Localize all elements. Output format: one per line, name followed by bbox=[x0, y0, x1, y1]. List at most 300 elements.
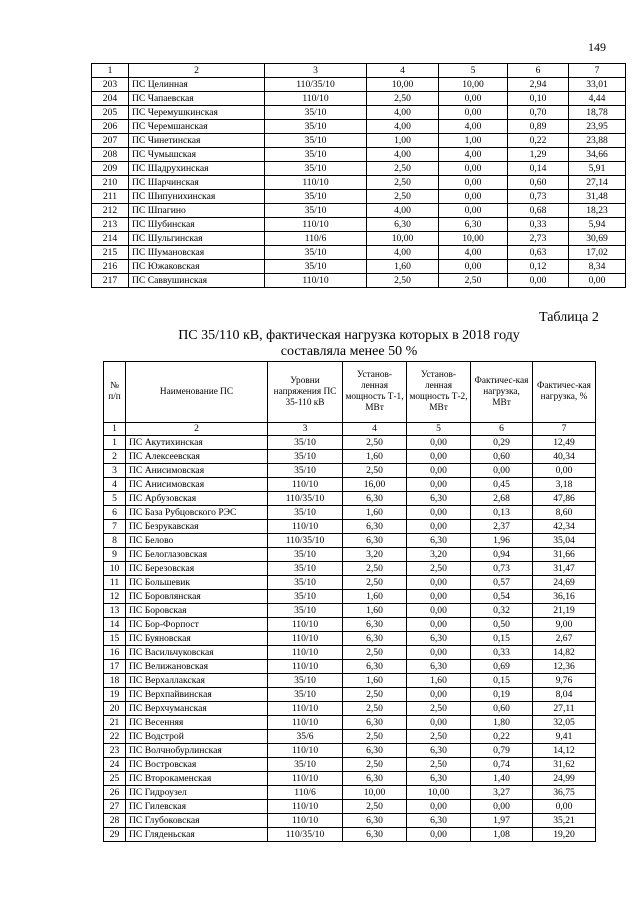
capacity-t2: 4,00 bbox=[439, 148, 508, 162]
row-number: 20 bbox=[104, 702, 126, 716]
capacity-t1: 6,30 bbox=[343, 716, 407, 730]
capacity-t1: 6,30 bbox=[343, 520, 407, 534]
substation-name: ПС Чапаевская bbox=[129, 92, 265, 106]
column-header: № п/п bbox=[104, 362, 126, 423]
table-row bbox=[104, 590, 596, 604]
voltage-levels: 110/10 bbox=[268, 618, 343, 632]
actual-load-percent: 18,23 bbox=[569, 204, 626, 218]
actual-load-mw: 0,69 bbox=[471, 660, 533, 674]
table-number-label: Таблица 2 bbox=[539, 310, 599, 325]
page-number: 149 bbox=[588, 40, 606, 54]
substation-name: ПС Шульгинская bbox=[129, 232, 265, 246]
capacity-t1: 1,60 bbox=[367, 260, 439, 274]
capacity-t2: 6,30 bbox=[407, 660, 471, 674]
row-number: 14 bbox=[104, 618, 126, 632]
actual-load-mw: 0,60 bbox=[471, 702, 533, 716]
row-number: 7 bbox=[104, 520, 126, 534]
capacity-t2: 10,00 bbox=[439, 78, 508, 92]
table-row bbox=[104, 744, 596, 758]
substation-name: ПС Саввушинская bbox=[129, 274, 265, 288]
column-number: 7 bbox=[533, 423, 596, 436]
actual-load-percent: 8,04 bbox=[533, 688, 596, 702]
table-row bbox=[92, 120, 626, 134]
actual-load-mw: 0,15 bbox=[471, 632, 533, 646]
capacity-t1: 1,60 bbox=[343, 506, 407, 520]
capacity-t2: 6,30 bbox=[407, 534, 471, 548]
voltage-levels: 110/35/10 bbox=[268, 828, 343, 842]
voltage-levels: 35/10 bbox=[265, 246, 367, 260]
substation-name: ПС Черемушкинская bbox=[129, 106, 265, 120]
column-number: 1 bbox=[104, 423, 126, 436]
capacity-t2: 0,00 bbox=[407, 618, 471, 632]
substation-table-continued bbox=[91, 63, 626, 288]
substation-name: ПС Гидроузел bbox=[126, 786, 268, 800]
actual-load-percent: 42,34 bbox=[533, 520, 596, 534]
row-number: 25 bbox=[104, 772, 126, 786]
substation-name: ПС Белово bbox=[126, 534, 268, 548]
capacity-t2: 10,00 bbox=[407, 786, 471, 800]
capacity-t1: 6,30 bbox=[343, 828, 407, 842]
actual-load-mw: 0,68 bbox=[508, 204, 569, 218]
row-number: 16 bbox=[104, 646, 126, 660]
actual-load-percent: 18,78 bbox=[569, 106, 626, 120]
actual-load-percent: 21,19 bbox=[533, 604, 596, 618]
capacity-t1: 6,30 bbox=[343, 632, 407, 646]
actual-load-percent: 8,60 bbox=[533, 506, 596, 520]
voltage-levels: 110/10 bbox=[265, 218, 367, 232]
table-row bbox=[104, 520, 596, 534]
actual-load-mw: 0,00 bbox=[471, 464, 533, 478]
actual-load-mw: 0,50 bbox=[471, 618, 533, 632]
voltage-levels: 35/10 bbox=[268, 506, 343, 520]
table-row bbox=[92, 92, 626, 106]
actual-load-percent: 24,99 bbox=[533, 772, 596, 786]
capacity-t2: 0,00 bbox=[407, 688, 471, 702]
row-number: 17 bbox=[104, 660, 126, 674]
actual-load-percent: 23,95 bbox=[569, 120, 626, 134]
capacity-t1: 3,20 bbox=[343, 548, 407, 562]
capacity-t2: 0,00 bbox=[407, 828, 471, 842]
capacity-t2: 0,00 bbox=[407, 520, 471, 534]
actual-load-mw: 0,89 bbox=[508, 120, 569, 134]
substation-name: ПС Шадрухинская bbox=[129, 162, 265, 176]
capacity-t1: 4,00 bbox=[367, 246, 439, 260]
table-row bbox=[92, 190, 626, 204]
actual-load-percent: 36,16 bbox=[533, 590, 596, 604]
substation-name: ПС Шпагино bbox=[129, 204, 265, 218]
actual-load-percent: 31,47 bbox=[533, 562, 596, 576]
capacity-t1: 10,00 bbox=[367, 78, 439, 92]
substation-name: ПС Березовская bbox=[126, 562, 268, 576]
table-row bbox=[104, 814, 596, 828]
voltage-levels: 35/10 bbox=[268, 688, 343, 702]
row-number: 24 bbox=[104, 758, 126, 772]
voltage-levels: 110/10 bbox=[268, 660, 343, 674]
voltage-levels: 110/35/10 bbox=[268, 492, 343, 506]
row-number: 203 bbox=[92, 78, 129, 92]
table-row bbox=[104, 828, 596, 842]
column-number: 1 bbox=[92, 64, 129, 78]
actual-load-mw: 1,40 bbox=[471, 772, 533, 786]
table-row bbox=[104, 758, 596, 772]
column-header: Фактичес-кая нагрузка, МВт bbox=[471, 362, 533, 423]
capacity-t1: 1,60 bbox=[343, 450, 407, 464]
voltage-levels: 35/10 bbox=[268, 590, 343, 604]
row-number: 207 bbox=[92, 134, 129, 148]
table-row bbox=[104, 674, 596, 688]
substation-name: ПС Безрукавская bbox=[126, 520, 268, 534]
row-number: 18 bbox=[104, 674, 126, 688]
table-row bbox=[104, 646, 596, 660]
voltage-levels: 35/10 bbox=[268, 464, 343, 478]
table-row bbox=[104, 562, 596, 576]
capacity-t2: 0,00 bbox=[407, 576, 471, 590]
actual-load-mw: 0,33 bbox=[471, 646, 533, 660]
voltage-levels: 35/10 bbox=[265, 134, 367, 148]
row-number: 214 bbox=[92, 232, 129, 246]
voltage-levels: 35/10 bbox=[265, 260, 367, 274]
actual-load-mw: 3,27 bbox=[471, 786, 533, 800]
capacity-t2: 4,00 bbox=[439, 120, 508, 134]
capacity-t1: 2,50 bbox=[367, 162, 439, 176]
column-number: 6 bbox=[471, 423, 533, 436]
capacity-t1: 2,50 bbox=[367, 176, 439, 190]
actual-load-percent: 5,94 bbox=[569, 218, 626, 232]
table-row bbox=[104, 786, 596, 800]
row-number: 212 bbox=[92, 204, 129, 218]
capacity-t2: 0,00 bbox=[439, 260, 508, 274]
voltage-levels: 110/10 bbox=[268, 800, 343, 814]
voltage-levels: 35/10 bbox=[268, 450, 343, 464]
actual-load-percent: 27,14 bbox=[569, 176, 626, 190]
actual-load-mw: 0,00 bbox=[508, 274, 569, 288]
voltage-levels: 35/10 bbox=[265, 190, 367, 204]
capacity-t1: 10,00 bbox=[367, 232, 439, 246]
table-row bbox=[104, 478, 596, 492]
capacity-t2: 0,00 bbox=[439, 106, 508, 120]
substation-name: ПС Велижановская bbox=[126, 660, 268, 674]
capacity-t2: 0,00 bbox=[439, 176, 508, 190]
capacity-t1: 2,50 bbox=[343, 800, 407, 814]
actual-load-percent: 35,21 bbox=[533, 814, 596, 828]
table-title bbox=[103, 328, 595, 360]
row-number: 1 bbox=[104, 436, 126, 450]
capacity-t1: 2,50 bbox=[367, 274, 439, 288]
capacity-t2: 0,00 bbox=[407, 646, 471, 660]
table-row bbox=[104, 660, 596, 674]
table-row bbox=[104, 772, 596, 786]
voltage-levels: 110/10 bbox=[268, 772, 343, 786]
capacity-t2: 0,00 bbox=[407, 590, 471, 604]
capacity-t1: 2,50 bbox=[343, 646, 407, 660]
actual-load-percent: 31,48 bbox=[569, 190, 626, 204]
capacity-t1: 4,00 bbox=[367, 204, 439, 218]
actual-load-percent: 5,91 bbox=[569, 162, 626, 176]
row-number: 206 bbox=[92, 120, 129, 134]
table-row bbox=[92, 246, 626, 260]
capacity-t1: 4,00 bbox=[367, 106, 439, 120]
voltage-levels: 35/10 bbox=[268, 758, 343, 772]
actual-load-percent: 34,66 bbox=[569, 148, 626, 162]
table-row bbox=[104, 716, 596, 730]
substation-name: ПС Белоглазовская bbox=[126, 548, 268, 562]
substation-name: ПС Анисимовская bbox=[126, 478, 268, 492]
capacity-t1: 2,50 bbox=[343, 758, 407, 772]
actual-load-percent: 12,36 bbox=[533, 660, 596, 674]
row-number: 210 bbox=[92, 176, 129, 190]
actual-load-mw: 0,13 bbox=[471, 506, 533, 520]
row-number: 211 bbox=[92, 190, 129, 204]
actual-load-mw: 0,33 bbox=[508, 218, 569, 232]
table-row bbox=[104, 464, 596, 478]
row-number: 4 bbox=[104, 478, 126, 492]
capacity-t2: 0,00 bbox=[439, 204, 508, 218]
substation-name: ПС Гилевская bbox=[126, 800, 268, 814]
actual-load-percent: 2,67 bbox=[533, 632, 596, 646]
actual-load-mw: 1,96 bbox=[471, 534, 533, 548]
substation-name: ПС Гляденьская bbox=[126, 828, 268, 842]
capacity-t2: 6,30 bbox=[407, 744, 471, 758]
substation-name: ПС Анисимовская bbox=[126, 464, 268, 478]
actual-load-mw: 0,29 bbox=[471, 436, 533, 450]
actual-load-mw: 0,15 bbox=[471, 674, 533, 688]
row-number: 9 bbox=[104, 548, 126, 562]
row-number: 29 bbox=[104, 828, 126, 842]
substation-name: ПС Арбузовская bbox=[126, 492, 268, 506]
actual-load-mw: 0,14 bbox=[508, 162, 569, 176]
table-row bbox=[104, 548, 596, 562]
actual-load-mw: 1,97 bbox=[471, 814, 533, 828]
capacity-t1: 6,30 bbox=[367, 218, 439, 232]
capacity-t1: 2,50 bbox=[343, 464, 407, 478]
row-number: 2 bbox=[104, 450, 126, 464]
substation-name: ПС Акутихинская bbox=[126, 436, 268, 450]
voltage-levels: 110/35/10 bbox=[265, 78, 367, 92]
substation-name: ПС Боровская bbox=[126, 604, 268, 618]
row-number: 6 bbox=[104, 506, 126, 520]
table-title-line-2: составляла менее 50 % bbox=[280, 344, 418, 359]
table-row bbox=[92, 218, 626, 232]
actual-load-percent: 14,12 bbox=[533, 744, 596, 758]
capacity-t1: 6,30 bbox=[343, 744, 407, 758]
substation-name: ПС Второкаменская bbox=[126, 772, 268, 786]
actual-load-mw: 1,08 bbox=[471, 828, 533, 842]
voltage-levels: 35/10 bbox=[268, 674, 343, 688]
table-row bbox=[104, 506, 596, 520]
substation-name: ПС Верхпайвинская bbox=[126, 688, 268, 702]
table-row bbox=[104, 576, 596, 590]
capacity-t2: 2,50 bbox=[407, 562, 471, 576]
row-number: 209 bbox=[92, 162, 129, 176]
capacity-t1: 1,60 bbox=[343, 590, 407, 604]
capacity-t1: 2,50 bbox=[343, 576, 407, 590]
actual-load-mw: 1,80 bbox=[471, 716, 533, 730]
voltage-levels: 110/10 bbox=[268, 702, 343, 716]
table-row bbox=[92, 176, 626, 190]
row-number: 215 bbox=[92, 246, 129, 260]
row-number: 208 bbox=[92, 148, 129, 162]
column-header: Наименование ПС bbox=[126, 362, 268, 423]
voltage-levels: 35/6 bbox=[268, 730, 343, 744]
capacity-t1: 2,50 bbox=[343, 688, 407, 702]
capacity-t1: 10,00 bbox=[343, 786, 407, 800]
actual-load-mw: 1,29 bbox=[508, 148, 569, 162]
voltage-levels: 35/10 bbox=[265, 148, 367, 162]
actual-load-mw: 0,57 bbox=[471, 576, 533, 590]
substation-name: ПС Боровлянская bbox=[126, 590, 268, 604]
column-header: Уровни напряжения ПС 35-110 кВ bbox=[268, 362, 343, 423]
voltage-levels: 35/10 bbox=[268, 604, 343, 618]
actual-load-percent: 40,34 bbox=[533, 450, 596, 464]
actual-load-percent: 30,69 bbox=[569, 232, 626, 246]
actual-load-percent: 23,88 bbox=[569, 134, 626, 148]
column-number: 2 bbox=[129, 64, 265, 78]
substation-name: ПС База Рубцовского РЭС bbox=[126, 506, 268, 520]
capacity-t2: 4,00 bbox=[439, 246, 508, 260]
actual-load-percent: 31,66 bbox=[533, 548, 596, 562]
substation-name: ПС Черемшанская bbox=[129, 120, 265, 134]
table-row bbox=[104, 800, 596, 814]
substation-name: ПС Большевик bbox=[126, 576, 268, 590]
actual-load-mw: 0,22 bbox=[508, 134, 569, 148]
substation-name: ПС Шубинская bbox=[129, 218, 265, 232]
column-number: 5 bbox=[439, 64, 508, 78]
capacity-t2: 1,60 bbox=[407, 674, 471, 688]
substation-name: ПС Шарчинская bbox=[129, 176, 265, 190]
actual-load-percent: 12,49 bbox=[533, 436, 596, 450]
actual-load-mw: 0,94 bbox=[471, 548, 533, 562]
actual-load-percent: 0,00 bbox=[569, 274, 626, 288]
actual-load-percent: 0,00 bbox=[533, 464, 596, 478]
column-number-row bbox=[92, 64, 626, 78]
column-number: 4 bbox=[343, 423, 407, 436]
column-header: Установ-ленная мощность Т-1, МВт bbox=[343, 362, 407, 423]
actual-load-mw: 2,37 bbox=[471, 520, 533, 534]
capacity-t2: 6,30 bbox=[407, 814, 471, 828]
voltage-levels: 110/10 bbox=[268, 632, 343, 646]
actual-load-percent: 14,82 bbox=[533, 646, 596, 660]
substation-name: ПС Востровская bbox=[126, 758, 268, 772]
table-row bbox=[104, 450, 596, 464]
actual-load-percent: 9,76 bbox=[533, 674, 596, 688]
actual-load-percent: 17,02 bbox=[569, 246, 626, 260]
capacity-t2: 0,00 bbox=[439, 190, 508, 204]
actual-load-mw: 0,54 bbox=[471, 590, 533, 604]
voltage-levels: 110/10 bbox=[265, 176, 367, 190]
actual-load-mw: 0,19 bbox=[471, 688, 533, 702]
capacity-t1: 6,30 bbox=[343, 534, 407, 548]
column-number: 3 bbox=[268, 423, 343, 436]
table-row bbox=[104, 618, 596, 632]
row-number: 13 bbox=[104, 604, 126, 618]
actual-load-mw: 0,32 bbox=[471, 604, 533, 618]
capacity-t1: 2,50 bbox=[367, 92, 439, 106]
capacity-t2: 2,50 bbox=[407, 758, 471, 772]
actual-load-percent: 36,75 bbox=[533, 786, 596, 800]
actual-load-percent: 8,34 bbox=[569, 260, 626, 274]
actual-load-mw: 0,45 bbox=[471, 478, 533, 492]
substation-name: ПС Шумановская bbox=[129, 246, 265, 260]
voltage-levels: 110/35/10 bbox=[268, 534, 343, 548]
substation-name: ПС Бор-Форпост bbox=[126, 618, 268, 632]
actual-load-percent: 4,44 bbox=[569, 92, 626, 106]
voltage-levels: 110/10 bbox=[265, 274, 367, 288]
capacity-t1: 4,00 bbox=[367, 120, 439, 134]
capacity-t1: 2,50 bbox=[343, 436, 407, 450]
voltage-levels: 35/10 bbox=[265, 106, 367, 120]
row-number: 216 bbox=[92, 260, 129, 274]
capacity-t2: 0,00 bbox=[407, 604, 471, 618]
row-number: 3 bbox=[104, 464, 126, 478]
capacity-t1: 1,60 bbox=[343, 604, 407, 618]
table-row bbox=[92, 204, 626, 218]
actual-load-mw: 0,74 bbox=[471, 758, 533, 772]
substation-name: ПС Чинетинская bbox=[129, 134, 265, 148]
capacity-t2: 2,50 bbox=[407, 730, 471, 744]
table-row bbox=[104, 492, 596, 506]
capacity-t1: 16,00 bbox=[343, 478, 407, 492]
substation-name: ПС Целинная bbox=[129, 78, 265, 92]
substation-name: ПС Волчнобурлинская bbox=[126, 744, 268, 758]
substation-name: ПС Васильчуковская bbox=[126, 646, 268, 660]
substation-name: ПС Верхаллакская bbox=[126, 674, 268, 688]
row-number: 21 bbox=[104, 716, 126, 730]
table-row bbox=[104, 436, 596, 450]
actual-load-mw: 0,10 bbox=[508, 92, 569, 106]
row-number: 28 bbox=[104, 814, 126, 828]
voltage-levels: 110/10 bbox=[268, 478, 343, 492]
substation-name: ПС Чумышская bbox=[129, 148, 265, 162]
actual-load-mw: 0,73 bbox=[508, 190, 569, 204]
table-row bbox=[104, 632, 596, 646]
column-number: 2 bbox=[126, 423, 268, 436]
row-number: 10 bbox=[104, 562, 126, 576]
capacity-t2: 6,30 bbox=[407, 632, 471, 646]
actual-load-percent: 33,01 bbox=[569, 78, 626, 92]
capacity-t2: 0,00 bbox=[407, 478, 471, 492]
table-row bbox=[92, 260, 626, 274]
capacity-t1: 6,30 bbox=[343, 492, 407, 506]
capacity-t1: 2,50 bbox=[343, 562, 407, 576]
actual-load-mw: 2,68 bbox=[471, 492, 533, 506]
voltage-levels: 35/10 bbox=[265, 120, 367, 134]
table-row bbox=[92, 274, 626, 288]
voltage-levels: 35/10 bbox=[268, 576, 343, 590]
row-number: 205 bbox=[92, 106, 129, 120]
actual-load-percent: 31,62 bbox=[533, 758, 596, 772]
substation-name: ПС Буяновская bbox=[126, 632, 268, 646]
row-number: 19 bbox=[104, 688, 126, 702]
voltage-levels: 110/10 bbox=[268, 520, 343, 534]
table-row bbox=[92, 106, 626, 120]
substation-name: ПС Шипунихинская bbox=[129, 190, 265, 204]
table-row bbox=[104, 702, 596, 716]
capacity-t1: 6,30 bbox=[343, 814, 407, 828]
voltage-levels: 110/10 bbox=[268, 744, 343, 758]
capacity-t1: 4,00 bbox=[367, 148, 439, 162]
capacity-t1: 6,30 bbox=[343, 772, 407, 786]
capacity-t2: 6,30 bbox=[407, 492, 471, 506]
actual-load-percent: 32,05 bbox=[533, 716, 596, 730]
column-number: 3 bbox=[265, 64, 367, 78]
substation-name: ПС Водстрой bbox=[126, 730, 268, 744]
actual-load-mw: 0,22 bbox=[471, 730, 533, 744]
row-number: 27 bbox=[104, 800, 126, 814]
voltage-levels: 35/10 bbox=[265, 204, 367, 218]
table-title-line-1: ПС 35/110 кВ, фактическая нагрузка которых в 2018 году bbox=[178, 328, 520, 343]
column-number: 4 bbox=[367, 64, 439, 78]
voltage-levels: 110/10 bbox=[268, 646, 343, 660]
